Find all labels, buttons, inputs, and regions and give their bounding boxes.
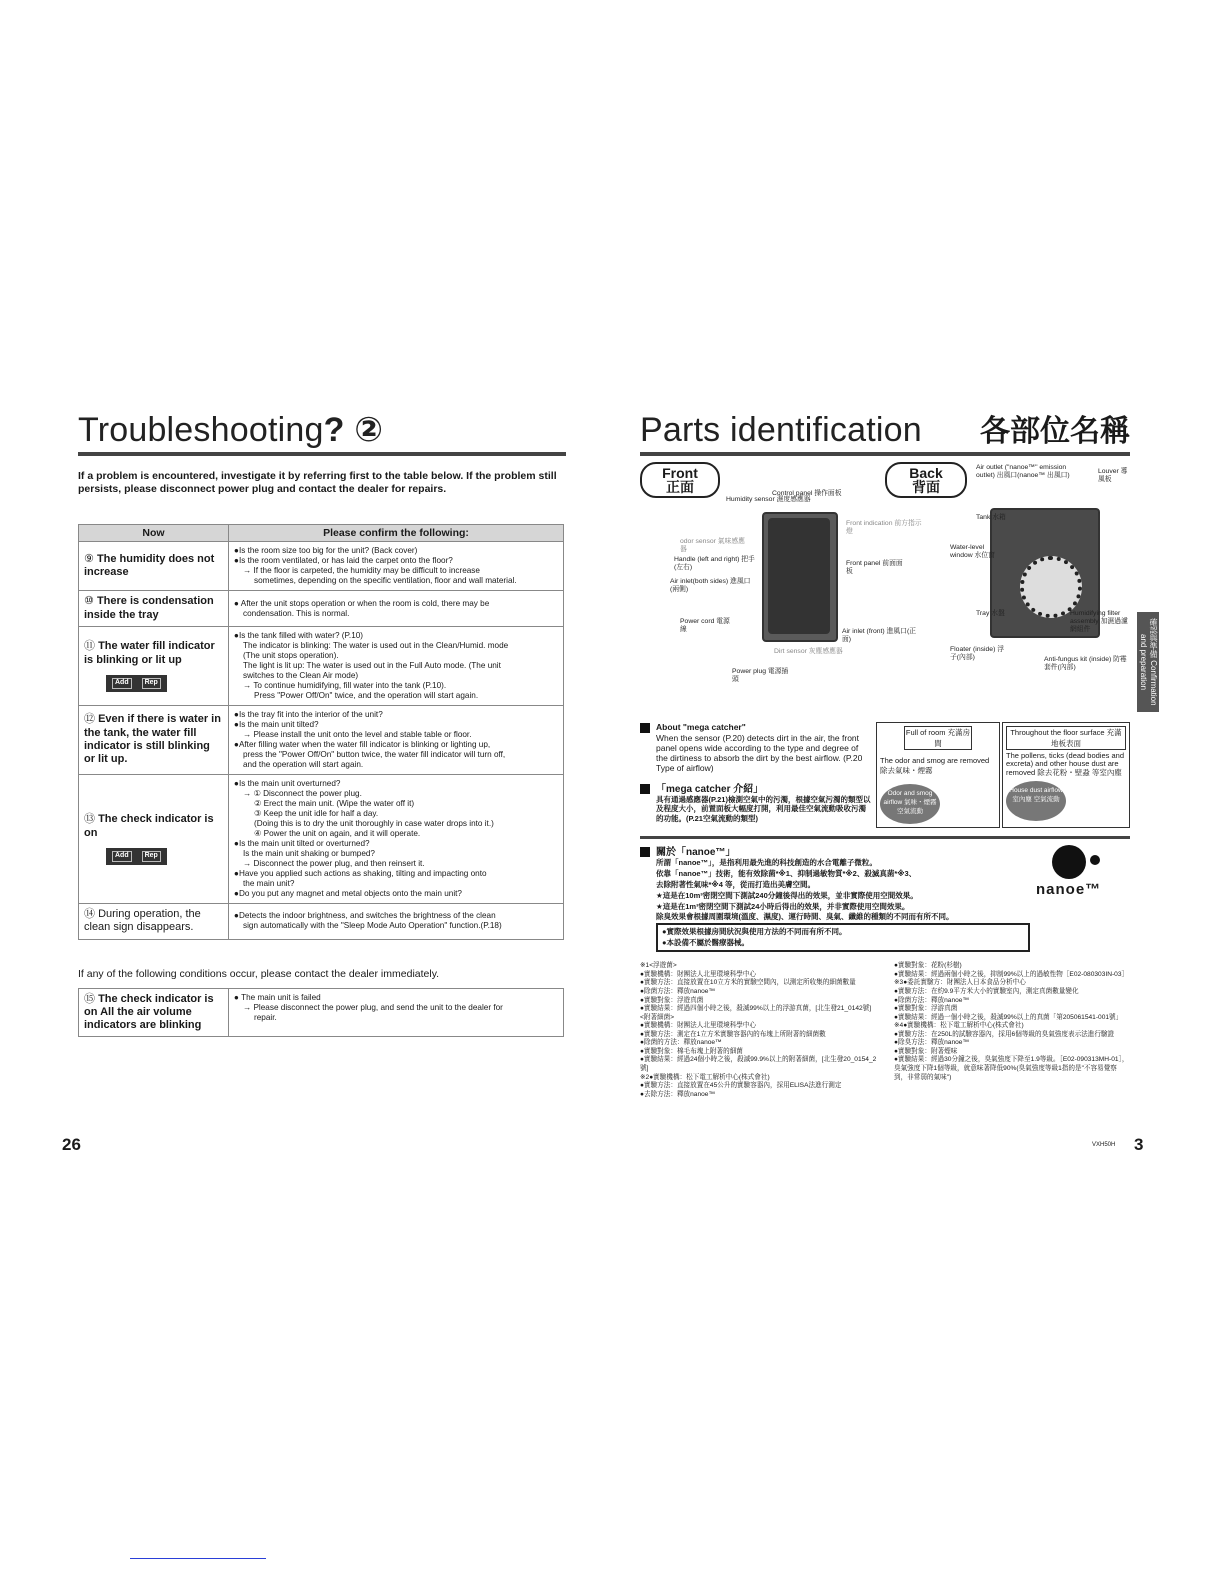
label-front-indication: Front indication 前方指示燈 [846,520,922,535]
rep-indicator: Rep [142,678,161,689]
table-row [79,591,564,627]
footnote-line: ※1<浮遊菌> [640,962,677,970]
page-number-left: 26 [62,1135,81,1154]
footnote-line: ●實驗機構：財團法人北里環境科學中心 [640,1022,757,1030]
label-antifungus: Anti-fungus kit (inside) 防霉套件(內部) [1044,656,1127,671]
box-text: The odor and smog are removed 除去氣味・煙霧 [880,756,990,775]
indicator-panel [106,675,167,692]
check-line: ④ Power the unit on again, and it will operate. [254,829,421,839]
check-line: condensation. This is normal. [243,608,350,618]
table-row [79,904,564,940]
label-air-outlet: Air outlet ("nanoe™" emission outlet) 出風口(nanoe™ 出風口) [976,464,1070,479]
header-confirm: Please confirm the following: [229,525,564,542]
footnote-line: ●實驗對象：浮遊真菌 [640,996,704,1004]
check-line: The light is lit up: The water is used out in the Full Auto mode. (The unit [243,661,501,671]
front-badge: Front 正面 [640,462,720,498]
dealer-table [78,988,564,1038]
check-line: (Doing this is to dry the unit thoroughly in case water drops into it.) [254,819,494,829]
troubleshooting-header [78,408,566,456]
footnote-line: ●實驗結果：經過兩個小時之後，抑制99%以上的過敏性物［E02-080303IN-03］ [894,970,1129,978]
check-line: ●Is the main unit tilted or overturned? [234,839,370,849]
footnote-line: ●實驗結果：經過一個小時之後，殺滅99%以上的真菌「第205061541-001號」 [894,1013,1123,1021]
label-air-inlet-front: Air inlet (front) 進風口(正面) [842,628,917,643]
mega-cn-title: 「mega catcher 介紹」 [656,783,764,795]
label-air-inlet-sides: Air inlet(both sides) 進風口 (兩側) [670,578,751,593]
nanoe-line: 所謂「nanoe™」，是指利用最先進的科技創造的水合電離子微粒。 [656,858,877,867]
check-line: ● The main unit is failed [234,992,321,1002]
check-line: ●After filling water when the water fill indicator is blinking or lighting up, [234,740,491,750]
label-power-cord: Power cord 電源線 [680,618,730,633]
label-tray: Tray 水盤 [976,610,1005,617]
table-row [79,775,564,904]
airflow-box-room [876,722,1000,828]
header-now: Now [79,525,229,542]
nanoe-heading: 關於「nanoe™」 [656,847,736,858]
label-dirt-sensor: Dirt sensor 灰塵感應器 [774,648,843,655]
about-mega-text: When the sensor (P.20) detects dirt in the air, the front panel opens wide according to the type and degree of the dirtiness to absorb the dirt by the best airflow. (P.20 Type of airflow) [656,732,863,774]
nanoe-line: ★這是在10m³密閉空間下測試240分鐘後得出的效果，並非實際使用空間效果。 [656,890,918,900]
nanoe-line: ★這是在1m³密閉空間下測試24小時后得出的效果，并非實際使用空間效果。 [656,901,910,911]
check-line: the main unit? [243,879,295,889]
footnote-line: ●除臭方法：釋放nanoe™ [894,1039,970,1047]
symptom: During operation, the clean sign disappears. [84,908,201,934]
symptom: There is condensation inside the tray [84,595,214,621]
nanoe-line: 去除附著性氣味*※4 等，從而打造出美膚空間。 [656,879,815,889]
check-line: → To continue humidifying, fill water into the tank (P.10). [243,681,447,691]
footnote-line: ●除菌方法：釋放nanoe™ [640,987,716,995]
row-number: ⑮ [84,992,95,1005]
table-row [79,627,564,706]
row-number: ⑬ [84,813,95,826]
footnote-line: ●實驗方法：在約9.9平方米大小的實驗室內，測定真菌數量變化 [894,987,1079,995]
nanoe-logo-icon [1052,845,1086,879]
about-mega-title: About "mega catcher" [656,722,746,732]
check-line: → Please disconnect the power plug, and send the unit to the dealer for [243,1002,503,1012]
box-inner-bubble: House dust airflow 室內塵 空氣流動 [1006,781,1066,821]
front-panel-illustration [768,518,830,634]
bullet-square-icon [640,784,650,794]
symptom: The check indicator is on All the air volume indicators are blinking [84,992,214,1032]
footnote-line: ●實驗結果：經過30分鐘之後，臭氣強度下降至1.9等級。［E02-090313MH-01］，臭氣強度下降1個等級，就意味著降低90%(臭氣強度等級1指的是"不容易覺察到，非常弱的氣味") [894,1056,1129,1081]
row-number: ⑨ [84,552,94,565]
row-number: ⑭ [84,908,95,921]
footnote-line: ●實驗方法：直接放置在10立方米的實驗空間內，以測定所收集的細菌數量 [640,979,856,987]
footnote-line: ●除菌方法：釋放nanoe™ [894,996,970,1004]
footnote-line: ●實驗結果：經過四個小時之後，殺滅99%以上的浮游真菌，[北生發21_0142號] [640,1005,872,1013]
back-badge: Back 背面 [885,462,967,498]
check-line: Is the main unit shaking or bumped? [243,849,375,859]
label-front-panel: Front panel 前面面板 [846,560,903,575]
check-line: and the operation will start again. [243,760,364,770]
symptom: The water fill indicator is blinking or lit up [84,640,215,666]
check-line: → ① Disconnect the power plug. [243,789,362,799]
indicator-panel [106,848,167,865]
filter-wheel-illustration [1020,556,1082,618]
right-page [640,408,1130,1099]
check-line: ●Is the tank filled with water? (P.10) [234,631,364,641]
footnote-line: ●實驗對象：棉毛布塊上附著的細菌 [640,1047,743,1055]
label-odor-sensor: odor sensor 氣味感應器 [680,538,745,553]
footnote-line: ●實驗方法：在250L的試驗容器內，採用6個等級的臭氣強度表示法進行驗證 [894,1030,1115,1038]
nanoe-section [640,836,1130,1099]
check-line: ② Erect the main unit. (Wipe the water off it) [254,799,415,809]
footnote-line: ●除菌的方法：釋放nanoe™ [640,1039,722,1047]
nanoe-logo-dot [1090,855,1100,865]
symptom: The humidity does not increase [84,552,215,579]
nanoe-logo-text: nanoe™ [1036,881,1102,898]
check-line: switches to the Clean Air mode) [243,671,359,681]
check-line: ③ Keep the unit idle for half a day. [254,809,379,819]
side-tab: 確認與準備 Confirmation and preparation [1137,612,1159,712]
nanoe-notice-box: ●實際效果根據房間狀況與使用方法的不同而有所不同。 ●本設備不屬於醫療器械。 [656,923,1030,952]
rep-indicator: Rep [142,851,161,862]
symptom: The check indicator is on [84,813,214,839]
title-suffix: ? ② [323,411,384,449]
footnote-line: ●實驗結果：經過24個小時之後，殺滅99.9%以上的附著細菌，[北生發20_0154_2號] [640,1056,877,1072]
troubleshooting-table [78,524,564,940]
check-line: ●Have you applied such actions as shaking, tilting and impacting onto [234,869,487,879]
bottom-link-underline [130,1558,266,1559]
footnote-line: ●實驗對象：浮游真菌 [894,1005,958,1013]
footnote-line: <附著細菌> [640,1013,675,1021]
parts-diagram [640,460,1130,718]
left-page [78,408,566,1037]
mega-cn-text: 具有通過感應器(P.21)檢測空氣中的污濁，根據空氣污濁的類型以及程度大小，前置面板大幅度打開，利用最佳空氣流動吸收污濁的功能。(P.21空氣流動的類型) [656,794,871,823]
box-title: Full of room 充滿房間 [905,728,971,748]
footnote-line: ●實驗對象：花粉(杉樹) [894,962,962,970]
footnote-line: ●實驗方法：測定在1立方米實驗容器內的布塊上所附著的細菌數 [640,1030,826,1038]
label-control-panel: Control panel 操作面板 [772,490,842,497]
table-row [79,706,564,775]
bullet-square-icon [640,847,650,857]
symptom: Even if there is water in the tank, the water fill indicator is still blinking or lit up. [84,713,221,766]
add-indicator: Add [112,851,132,862]
box-inner-bubble: Odor and smog airflow 氣味・煙霧 空氣流動 [880,784,940,824]
check-line: ●Is the main unit overturned? [234,779,341,789]
airflow-box-floor [1002,722,1130,828]
add-indicator: Add [112,678,132,689]
label-tank: Tank 水箱 [976,514,1006,521]
check-line: sometimes, depending on the specific ventilation, floor and wall material. [254,576,517,586]
check-line: ●Is the room size too big for the unit? (Back cover) [234,546,418,556]
page-title-cn: 各部位名稱 [980,414,1130,449]
check-line: Press "Power Off/On" twice, and the operation will start again. [254,691,479,701]
check-line: repair. [254,1012,277,1022]
page-title: Troubleshooting [78,411,324,449]
label-water-level: Water-level window 水位窗 [950,544,995,559]
dealer-intro: If any of the following conditions occur, please contact the dealer immediately. [78,967,440,980]
footnote-line: ●實驗機構：財團法人北里環境科學中心 [640,970,757,978]
check-line: → Disconnect the power plug, and then reinsert it. [243,859,425,869]
footnote-line: ●實驗對象：附著煙味 [894,1047,958,1055]
page-number-right: 3 [1134,1135,1144,1154]
check-line: → Please install the unit onto the level and stable table or floor. [243,730,472,740]
check-line: ●Is the tray fit into the interior of the unit? [234,710,383,720]
check-line: ●Is the main unit tilted? [234,720,319,730]
label-power-plug: Power plug 電源插頭 [732,668,789,683]
footnote-line: ※2●實驗機構：松下電工解析中心(株式會社) [640,1073,770,1081]
mega-catcher-section [640,722,1130,828]
check-line: (The unit stops operation). [243,651,339,661]
footnote-line: ●去除方法：釋放nanoe™ [640,1090,716,1098]
footnotes [640,962,1130,1099]
check-line: press the "Power Off/On" button twice, the water fill indicator will turn off, [243,750,506,760]
nanoe-line: 除臭效果會根據周圍環境(溫度、濕度)、運行時間、臭氣、纖維的種類的不同而有所不同。 [656,912,954,922]
parts-header [640,408,1130,456]
check-line: sign automatically with the "Sleep Mode Auto Operation" function.(P.18) [243,921,502,931]
label-handle: Handle (left and right) 把手(左右) [674,556,755,571]
model-code: VXH50H [1092,1142,1116,1148]
check-line: The indicator is blinking: The water is used out in the Clean/Humid. mode [243,641,509,651]
footnote-line: ※4●實驗機構：松下電工解析中心(株式會社) [894,1022,1024,1030]
label-louver: Louver 導風板 [1098,468,1128,483]
check-line: ●Do you put any magnet and metal objects onto the main unit? [234,889,462,899]
check-line: → If the floor is carpeted, the humidity may be difficult to increase [243,566,480,576]
footnote-line: ●實驗方法：直接放置在45公升的實驗容器內，採用ELISA法進行測定 [640,1082,842,1090]
box-title: Throughout the floor surface 充滿地板表面 [1006,726,1126,750]
box-text: The pollens, ticks (dead bodies and excreta) and other house dust are removed 除去花粉・壁蝨 等室內塵 [1006,751,1124,777]
row-number: ⑫ [84,713,95,726]
row-number: ⑩ [84,595,94,608]
check-line: ● After the unit stops operation or when the room is cold, there may be [234,598,490,608]
table-row [79,988,564,1037]
check-line: ●Detects the indoor brightness, and switches the brightness of the clean [234,911,496,921]
nanoe-line: 依靠「nanoe™」技術，能有效除菌*※1、抑制過敏物質*※2、殺滅真菌*※3、 [656,868,917,878]
table-row [79,542,564,591]
footnote-line: ※3●委託實驗方：財團法人日本食品分析中心 [894,979,1026,987]
row-number: ⑪ [84,640,95,653]
label-humidity-sensor: Humidity sensor 濕度感應器 [726,496,811,503]
check-line: ●Is the room ventilated, or has laid the carpet onto the floor? [234,556,453,566]
label-humidifying-filter: Humidifying filter assembly 加濕過濾網組件 [1070,610,1128,633]
page-title: Parts identification [640,411,922,449]
intro-text: If a problem is encountered, investigate it by referring first to the table below. If the problem still persists, please disconnect power plug and contact the dealer for repairs. [78,470,557,496]
bullet-square-icon [640,723,650,733]
label-floater: Floater (inside) 浮子(內部) [950,646,1005,661]
